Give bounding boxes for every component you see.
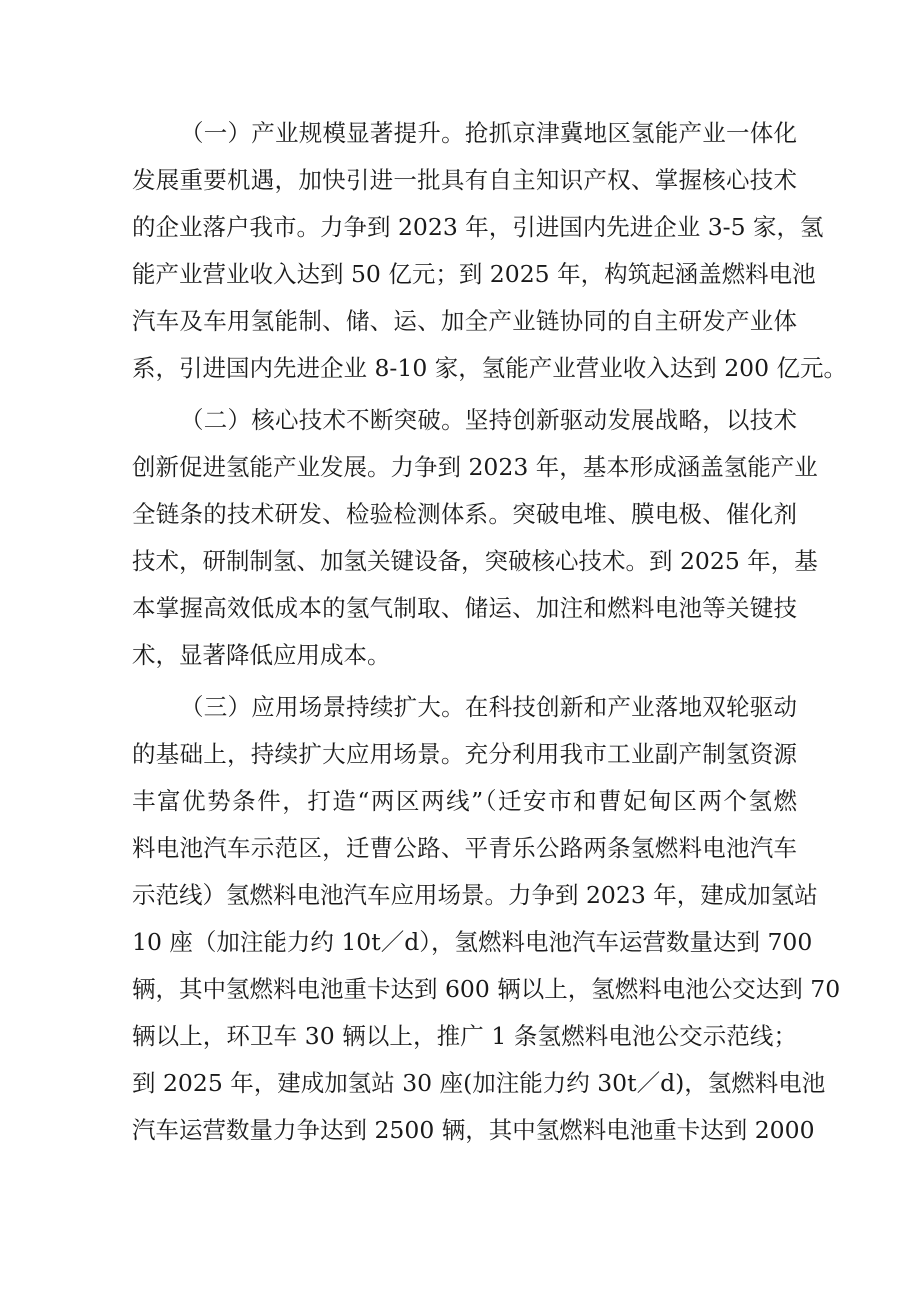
- text-line: 料电池汽车示范区，迁曹公路、平青乐公路两条氢燃料电池汽车: [132, 834, 797, 862]
- text-line: 示范线）氢燃料电池汽车应用场景。力争到 2023 年，建成加氢站: [132, 881, 818, 909]
- text-line: 技术，研制制氢、加氢关键设备，突破核心技术。到 2025 年，基: [132, 547, 818, 575]
- text-line: 丰富优势条件，打造“两区两线”（迁安市和曹妃甸区两个氢燃: [132, 787, 797, 815]
- text-line: 发展重要机遇，加快引进一批具有自主知识产权、掌握核心技术: [132, 166, 797, 194]
- text-line: （三）应用场景持续扩大。在科技创新和产业落地双轮驱动: [180, 693, 797, 721]
- text-line: 本掌握高效低成本的氢气制取、储运、加注和燃料电池等关键技: [132, 594, 797, 622]
- text-line: 术，显著降低应用成本。: [132, 641, 391, 669]
- text-line: （二）核心技术不断突破。坚持创新驱动发展战略，以技术: [180, 406, 797, 434]
- text-line: 能产业营业收入达到 50 亿元；到 2025 年，构筑起涵盖燃料电池: [132, 260, 816, 288]
- text-line: 辆，其中氢燃料电池重卡达到 600 辆以上，氢燃料电池公交达到 70: [132, 975, 841, 1003]
- text-line: 汽车及车用氢能制、储、运、加全产业链协同的自主研发产业体: [132, 307, 797, 335]
- text-line: 的基础上，持续扩大应用场景。充分利用我市工业副产制氢资源: [132, 740, 797, 768]
- text-line: 全链条的技术研发、检验检测体系。突破电堆、膜电极、催化剂: [132, 500, 797, 528]
- text-line: 的企业落户我市。力争到 2023 年，引进国内先进企业 3-5 家，氢: [132, 213, 824, 241]
- text-line: 辆以上，环卫车 30 辆以上，推广 1 条氢燃料电池公交示范线；: [132, 1022, 797, 1050]
- text-line: 系，引进国内先进企业 8-10 家，氢能产业营业收入达到 200 亿元。: [132, 354, 848, 382]
- text-line: 到 2025 年，建成加氢站 30 座(加注能力约 30t／d)，氢燃料电池: [132, 1069, 826, 1097]
- text-line: （一）产业规模显著提升。抢抓京津冀地区氢能产业一体化: [180, 119, 797, 147]
- text-line: 汽车运营数量力争达到 2500 辆，其中氢燃料电池重卡达到 2000: [132, 1116, 815, 1144]
- text-line: 创新促进氢能产业发展。力争到 2023 年，基本形成涵盖氢能产业: [132, 453, 818, 481]
- text-line: 10 座（加注能力约 10t／d），氢燃料电池汽车运营数量达到 700: [132, 928, 813, 956]
